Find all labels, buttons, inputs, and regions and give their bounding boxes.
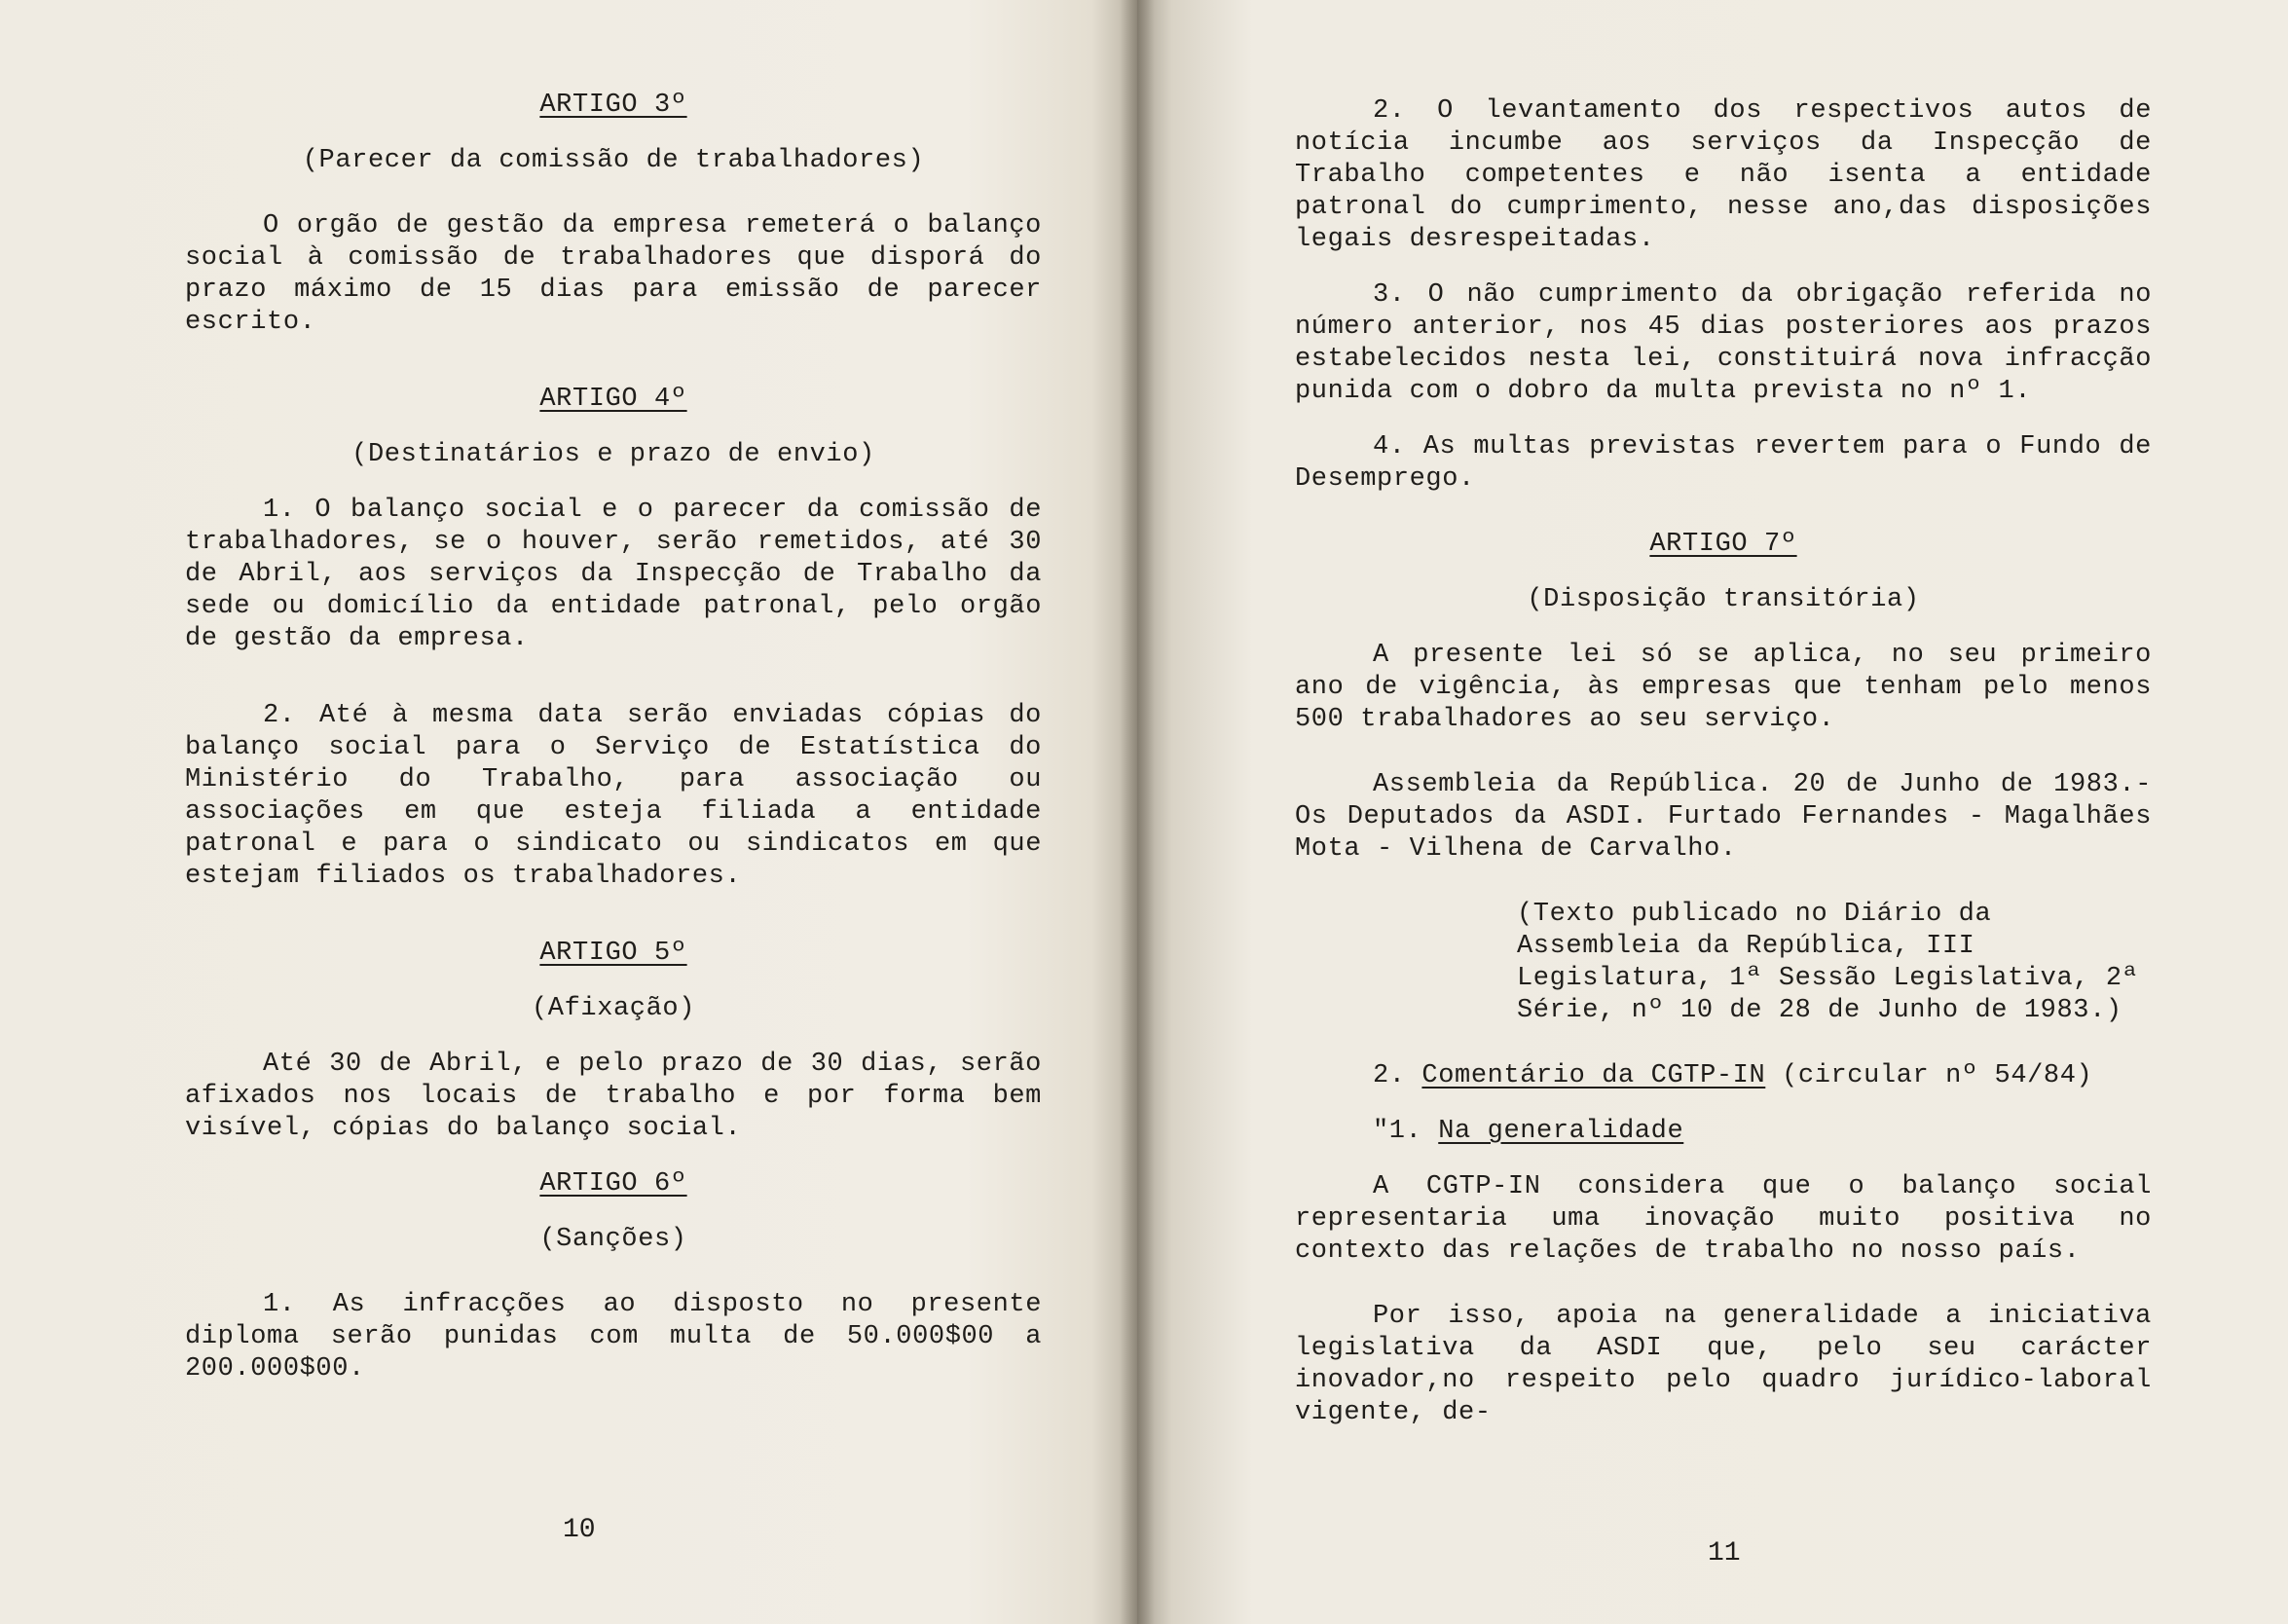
article-5-title: (Afixação) bbox=[531, 994, 696, 1023]
article-6-title: (Sanções) bbox=[539, 1225, 687, 1254]
article-4-paragraph-1: 1. O balanço social e o parecer da comissão de trabalhadores, se o houver, serão remetidos, até 30 de Abril, aos serviços da Inspecção de Trabalho da sede ou domicílio da entidade patronal, pelo orgão de gestão da empresa. bbox=[185, 496, 1042, 653]
article-7-body: A presente lei só se aplica, no seu primeiro ano de vigência, às empresas que tenham pelo menos 500 trabalhadores ao seu serviço. bbox=[1295, 641, 2152, 734]
page-number-right: 11 bbox=[1708, 1538, 1741, 1569]
article-5-heading: ARTIGO 5º bbox=[539, 939, 687, 968]
comment-heading bbox=[1295, 1060, 2152, 1092]
article-4-title: (Destinatários e prazo de envio) bbox=[351, 440, 875, 469]
comment-number: 2. bbox=[1373, 1061, 1406, 1090]
general-title: Na generalidade bbox=[1438, 1117, 1684, 1146]
left-page-text bbox=[185, 90, 1042, 1385]
article-7-heading: ARTIGO 7º bbox=[1649, 530, 1797, 559]
cgtp-paragraph-1: A CGTP-IN considera que o balanço social representaria uma inovação muito positiva no contexto das relações de trabalho no nosso país. bbox=[1295, 1172, 2152, 1266]
article-3-body: O orgão de gestão da empresa remeterá o balanço social à comissão de trabalhadores que disporá do prazo máximo de 15 dias para emissão de parecer escrito. bbox=[185, 211, 1042, 337]
assembly-signature: Assembleia da República. 20 de Junho de 1983.- Os Deputados da ASDI. Furtado Fernandes - Magalhães Mota - Vilhena de Carvalho. bbox=[1295, 770, 2152, 864]
general-prefix: "1. bbox=[1373, 1117, 1422, 1146]
comment-title: Comentário da CGTP-IN bbox=[1421, 1061, 1766, 1090]
general-heading bbox=[1295, 1116, 2152, 1148]
article-7-title: (Disposição transitória) bbox=[1527, 585, 1920, 614]
article-6-paragraph-4: 4. As multas previstas revertem para o Fundo de Desemprego. bbox=[1295, 432, 2152, 494]
publication-note: (Texto publicado no Diário da Assembleia da República, III Legislatura, 1ª Sessão Legislativa, 2ª Série, nº 10 de 28 de Junho de 1983.) bbox=[1517, 900, 2139, 1025]
article-6-paragraph-2: 2. O levantamento dos respectivos autos de notícia incumbe aos serviços da Inspecção de Trabalho competentes e não isenta a entidade patronal do cumprimento, nesse ano,das disposições legais desrespeitadas. bbox=[1295, 96, 2152, 254]
cgtp-paragraph-2: Por isso, apoia na generalidade a iniciativa legislativa da ASDI que, pelo seu carácter inovador,no respeito pelo quadro jurídico-laboral vigente, de- bbox=[1295, 1302, 2152, 1427]
left-page bbox=[0, 0, 1137, 1624]
article-6-paragraph-1: 1. As infracções ao disposto no presente diploma serão punidas com multa de 50.000$00 a 200.000$00. bbox=[185, 1290, 1042, 1384]
comment-reference: (circular nº 54/84) bbox=[1782, 1061, 2093, 1090]
article-6-heading: ARTIGO 6º bbox=[539, 1169, 687, 1199]
article-4-paragraph-2: 2. Até à mesma data serão enviadas cópias do balanço social para o Serviço de Estatística do Ministério do Trabalho, para associação ou associações em que esteja filiada a entidade patronal e para o sindicato ou sindicatos em que estejam filiados os trabalhadores. bbox=[185, 701, 1042, 891]
page-number-left: 10 bbox=[563, 1515, 596, 1545]
book-gutter bbox=[1120, 0, 1155, 1624]
article-5-body: Até 30 de Abril, e pelo prazo de 30 dias, serão afixados nos locais de trabalho e por forma bem visível, cópias do balanço social. bbox=[185, 1050, 1042, 1143]
right-page-text bbox=[1295, 95, 2152, 1429]
article-3-heading: ARTIGO 3º bbox=[539, 91, 687, 120]
right-page bbox=[1137, 0, 2288, 1624]
article-6-paragraph-3: 3. O não cumprimento da obrigação referida no número anterior, nos 45 dias posteriores aos prazos estabelecidos nesta lei, constituirá nova infracção punida com o dobro da multa prevista no nº 1. bbox=[1295, 280, 2152, 406]
article-3-title: (Parecer da comissão de trabalhadores) bbox=[302, 146, 925, 175]
article-4-heading: ARTIGO 4º bbox=[539, 385, 687, 414]
